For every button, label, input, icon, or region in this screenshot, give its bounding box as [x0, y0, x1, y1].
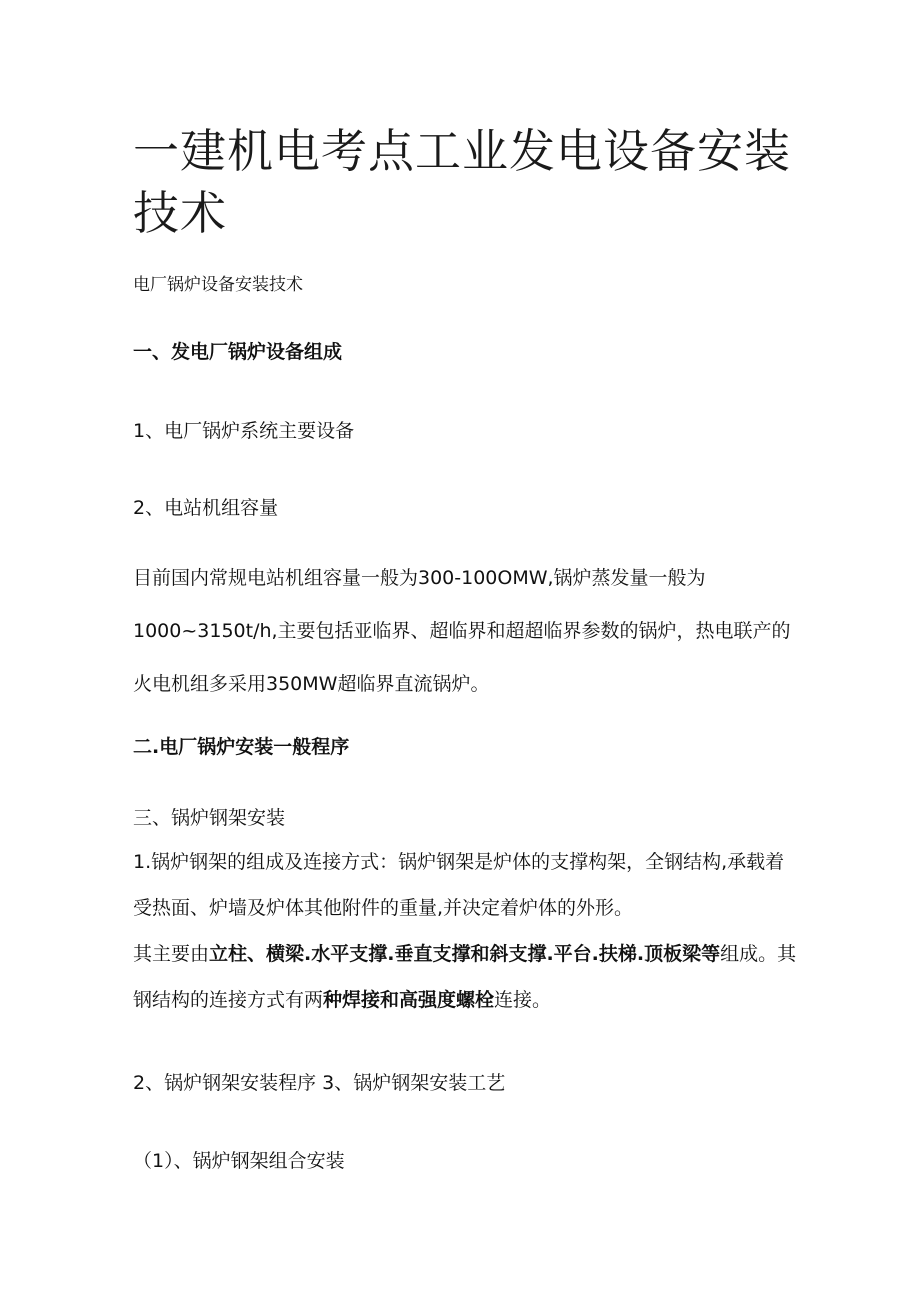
steel-frame-paragraph: 1.锅炉钢架的组成及连接方式：锅炉钢架是炉体的支撑构架，全钢结构,承载着受热面、炉墙及炉体其他附件的重量,并决定着炉体的外形。	[133, 851, 785, 919]
list-item-install-program: 2、锅炉钢架安装程序 3、锅炉钢架安装工艺	[133, 1072, 506, 1094]
document-title: 一建机电考点工业发电设备安装技术	[133, 124, 791, 240]
connection-methods: 种焊接和高强度螺栓	[323, 989, 495, 1011]
section-heading-steel-frame: 三、锅炉钢架安装	[133, 807, 286, 829]
composition-parts: 立柱、横梁.水平支撑.垂直支撑和斜支撑.平台.扶梯.顶板梁等	[209, 943, 721, 965]
section-heading-composition: 一、发电厂锅炉设备组成	[133, 341, 343, 363]
composition-lead: 其主要由	[133, 943, 210, 965]
subtitle: 电厂锅炉设备安装技术	[133, 275, 303, 295]
list-item-main-equipment: 1、电厂锅炉系统主要设备	[133, 420, 355, 442]
capacity-paragraph: 目前国内常规电站机组容量一般为300-100OMW,锅炉蒸发量一般为1000~3150t/h,主要包括亚临界、超临界和超超临界参数的锅炉，热电联产的火电机组多采用350MW超临界直流锅炉。	[133, 567, 791, 695]
composition-paragraph	[133, 931, 798, 1023]
composition-tail: 组成。其钢结构的连接方式有两	[133, 943, 797, 1011]
list-item-assembly: （1）、锅炉钢架组合安装	[133, 1150, 345, 1172]
section-heading-procedure: 二.电厂锅炉安装一般程序	[133, 736, 350, 758]
list-item-unit-capacity: 2、电站机组容量	[133, 497, 279, 519]
composition-end: 连接。	[494, 989, 552, 1011]
